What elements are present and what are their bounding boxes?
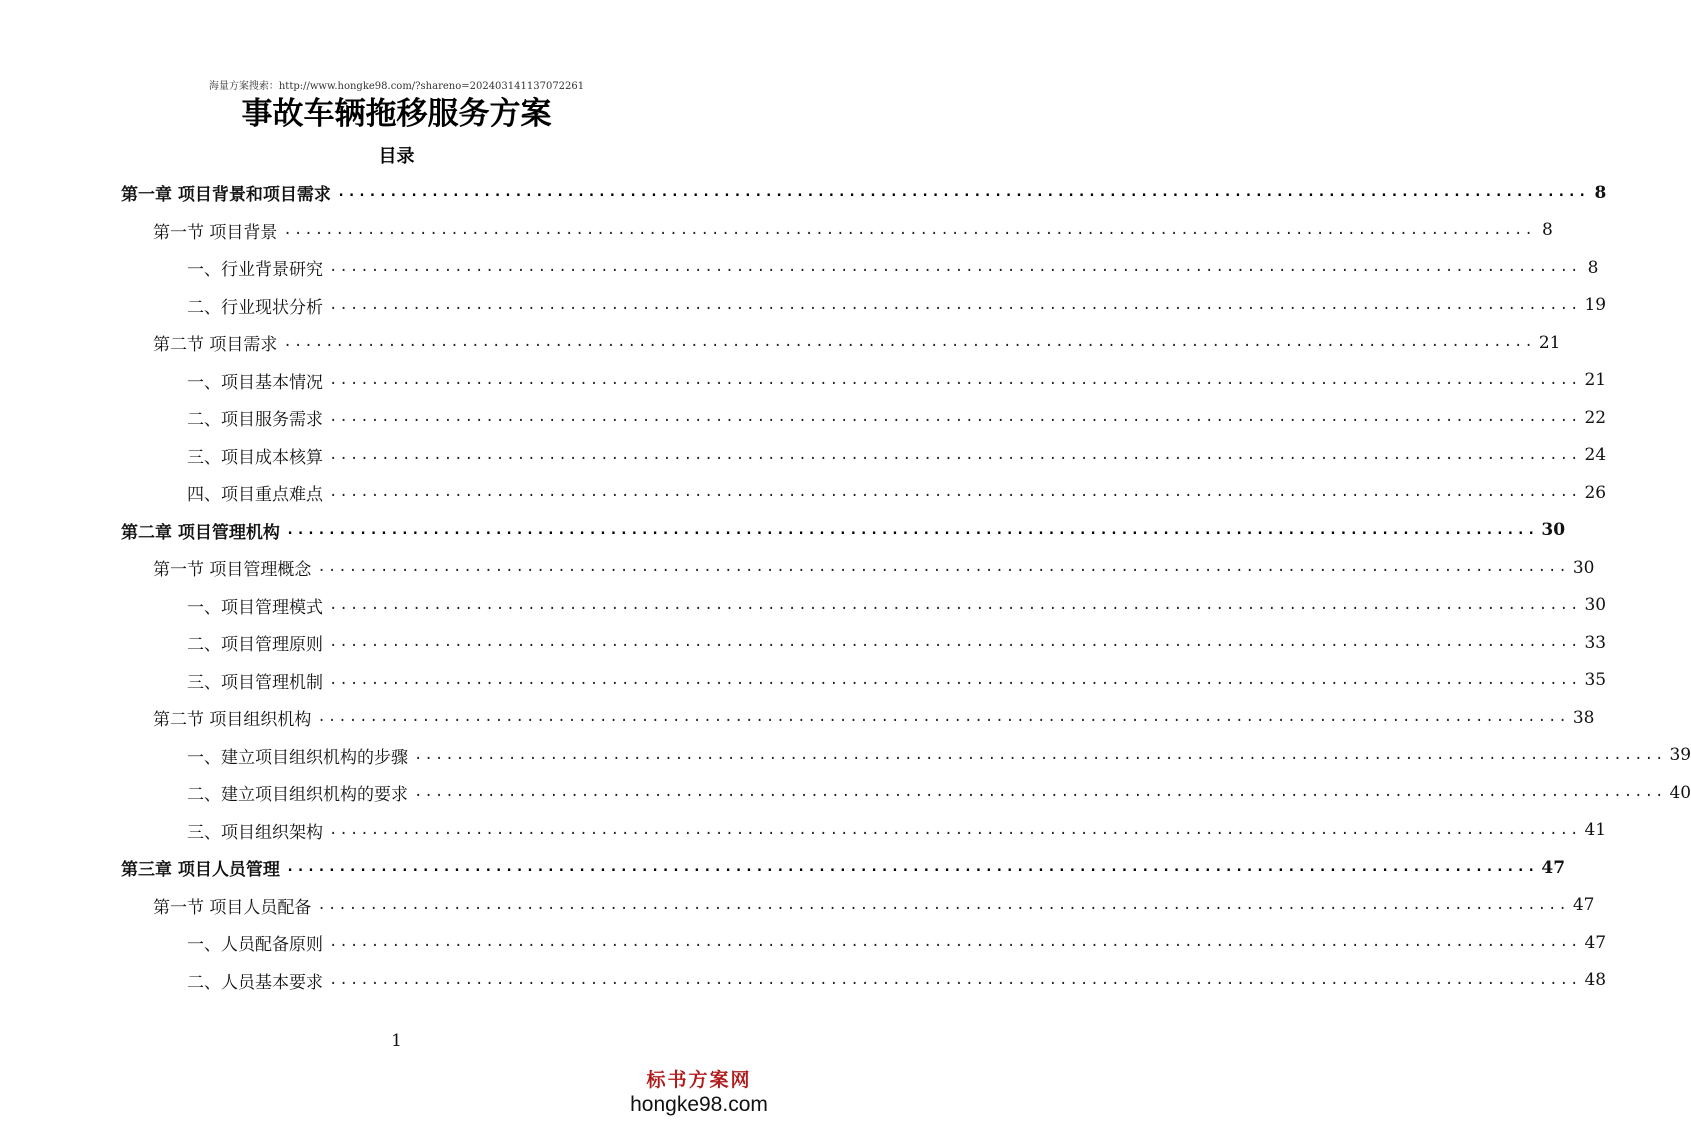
toc-heading: 目录 <box>378 146 415 167</box>
toc-dot-leader: ........................................................................................................................ <box>336 184 1589 200</box>
toc-entry-item[interactable] <box>187 774 1691 811</box>
toc-dot-leader: ........................................................................................................................ <box>329 821 1581 838</box>
toc-entry-label: 一、行业背景研究 <box>187 260 323 280</box>
toc-entry-page-number: 38 <box>1572 707 1595 728</box>
toc-entry-item[interactable] <box>187 287 1607 324</box>
toc-entry-label: 第一节 项目背景 <box>153 222 278 243</box>
toc-entry-item[interactable] <box>187 437 1607 474</box>
toc-entry-page-number: 26 <box>1584 482 1607 503</box>
toc-entry-label: 第二节 项目需求 <box>153 335 278 355</box>
toc-entry-page-number: 8 <box>1542 220 1553 240</box>
toc-dot-leader: ........................................................................................................................ <box>329 596 1581 613</box>
toc-entry-item[interactable] <box>187 962 1607 999</box>
toc-entry-label: 三、项目组织架构 <box>187 822 323 843</box>
toc-entry-item[interactable] <box>187 737 1691 774</box>
toc-entry-page-number: 35 <box>1584 670 1607 690</box>
toc-entry-page-number: 39 <box>1669 745 1691 765</box>
toc-entry-item[interactable] <box>187 362 1607 399</box>
toc-entry-section[interactable] <box>153 549 1595 586</box>
toc-entry-label: 二、人员基本要求 <box>187 972 323 993</box>
source-search-line: 海量方案搜索：http://www.hongke98.com/?shareno=202403141137072261 <box>208 81 585 92</box>
toc-entry-page-number: 22 <box>1584 407 1607 428</box>
toc-entry-page-number: 8 <box>1594 182 1607 203</box>
toc-dot-leader: ........................................................................................................................ <box>329 484 1581 500</box>
toc-dot-leader: ........................................................................................................................ <box>285 859 1538 875</box>
toc-entry-item[interactable] <box>187 662 1607 699</box>
toc-entry-chapter[interactable] <box>121 174 1607 211</box>
toc-entry-item[interactable] <box>187 399 1607 436</box>
toc-entry-section[interactable] <box>153 212 1553 249</box>
toc-entry-page-number: 33 <box>1584 632 1607 653</box>
toc-entry-item[interactable] <box>187 587 1607 624</box>
toc-dot-leader: ........................................................................................................................ <box>283 334 1535 350</box>
toc-entry-page-number: 21 <box>1538 332 1561 353</box>
toc-entry-section[interactable] <box>153 699 1595 736</box>
toc-entry-page-number: 30 <box>1572 557 1595 578</box>
toc-entry-label: 二、行业现状分析 <box>187 297 323 318</box>
toc-entry-chapter[interactable] <box>121 512 1566 549</box>
toc-dot-leader: ........................................................................................................................ <box>329 671 1581 688</box>
toc-entry-item[interactable] <box>187 624 1607 661</box>
toc-entry-label: 三、项目成本核算 <box>187 447 323 468</box>
toc-entry-label: 二、项目管理原则 <box>187 635 323 655</box>
toc-entry-item[interactable] <box>187 249 1599 286</box>
toc-entry-page-number: 24 <box>1584 445 1607 465</box>
toc-dot-leader: ........................................................................................................................ <box>414 746 1666 763</box>
toc-entry-chapter[interactable] <box>121 849 1566 886</box>
toc-entry-label: 二、项目服务需求 <box>187 410 323 430</box>
toc-dot-leader: ........................................................................................................................ <box>317 709 1569 725</box>
toc-entry-page-number: 19 <box>1584 295 1607 315</box>
toc-entry-label: 第三章 项目人员管理 <box>121 860 280 880</box>
toc-entry-page-number: 40 <box>1669 782 1691 803</box>
toc-entry-label: 三、项目管理机制 <box>187 672 323 693</box>
toc-entry-label: 一、项目基本情况 <box>187 372 323 393</box>
toc-entry-label: 一、项目管理模式 <box>187 597 323 618</box>
toc-dot-leader: ........................................................................................................................ <box>317 896 1569 913</box>
toc-entry-label: 第一章 项目背景和项目需求 <box>121 185 331 205</box>
toc-entry-item[interactable] <box>187 474 1607 511</box>
document-title: 事故车辆拖移服务方案 <box>241 96 552 132</box>
toc-entry-item[interactable] <box>187 924 1607 961</box>
toc-entry-label: 一、人员配备原则 <box>187 935 323 955</box>
toc-dot-leader: ........................................................................................................................ <box>329 634 1581 650</box>
toc-entry-section[interactable] <box>153 324 1561 361</box>
toc-entry-page-number: 8 <box>1587 257 1599 278</box>
toc-dot-leader: ........................................................................................................................ <box>283 221 1535 238</box>
toc-entry-page-number: 47 <box>1572 895 1595 915</box>
toc-dot-leader: ........................................................................................................................ <box>329 259 1581 275</box>
toc-entry-label: 第二章 项目管理机构 <box>121 522 280 543</box>
toc-entry-label: 第一节 项目管理概念 <box>153 560 312 580</box>
toc-entry-page-number: 30 <box>1584 595 1607 615</box>
toc-entry-label: 第一节 项目人员配备 <box>153 897 312 918</box>
page-number: 1 <box>391 1031 402 1051</box>
toc-dot-leader: ........................................................................................................................ <box>285 521 1538 538</box>
toc-entry-page-number: 48 <box>1584 970 1607 990</box>
toc-entry-page-number: 47 <box>1541 857 1566 878</box>
toc-dot-leader: ........................................................................................................................ <box>329 296 1581 313</box>
toc-dot-leader: ........................................................................................................................ <box>329 409 1581 425</box>
toc-entry-label: 第二节 项目组织机构 <box>153 710 312 730</box>
toc-dot-leader: ........................................................................................................................ <box>329 934 1581 950</box>
toc-dot-leader: ........................................................................................................................ <box>329 446 1581 463</box>
toc-entry-label: 二、建立项目组织机构的要求 <box>187 785 408 805</box>
toc-entry-item[interactable] <box>187 812 1607 849</box>
toc-entry-page-number: 41 <box>1584 820 1607 840</box>
toc-dot-leader: ........................................................................................................................ <box>329 371 1581 388</box>
toc-entry-label: 四、项目重点难点 <box>187 485 323 505</box>
toc-dot-leader: ........................................................................................................................ <box>317 559 1569 575</box>
toc-entry-page-number: 30 <box>1541 520 1566 540</box>
site-watermark-logo <box>619 1068 779 1118</box>
toc-entry-page-number: 47 <box>1584 932 1607 953</box>
watermark-domain-text: hongke98.com <box>630 1093 768 1116</box>
toc-dot-leader: ........................................................................................................................ <box>414 784 1666 800</box>
toc-entry-label: 一、建立项目组织机构的步骤 <box>187 747 408 768</box>
toc-entry-page-number: 21 <box>1584 370 1607 390</box>
watermark-chinese-text: 标书方案网 <box>646 1069 752 1091</box>
toc-entry-section[interactable] <box>153 887 1595 924</box>
toc-dot-leader: ........................................................................................................................ <box>329 971 1581 988</box>
